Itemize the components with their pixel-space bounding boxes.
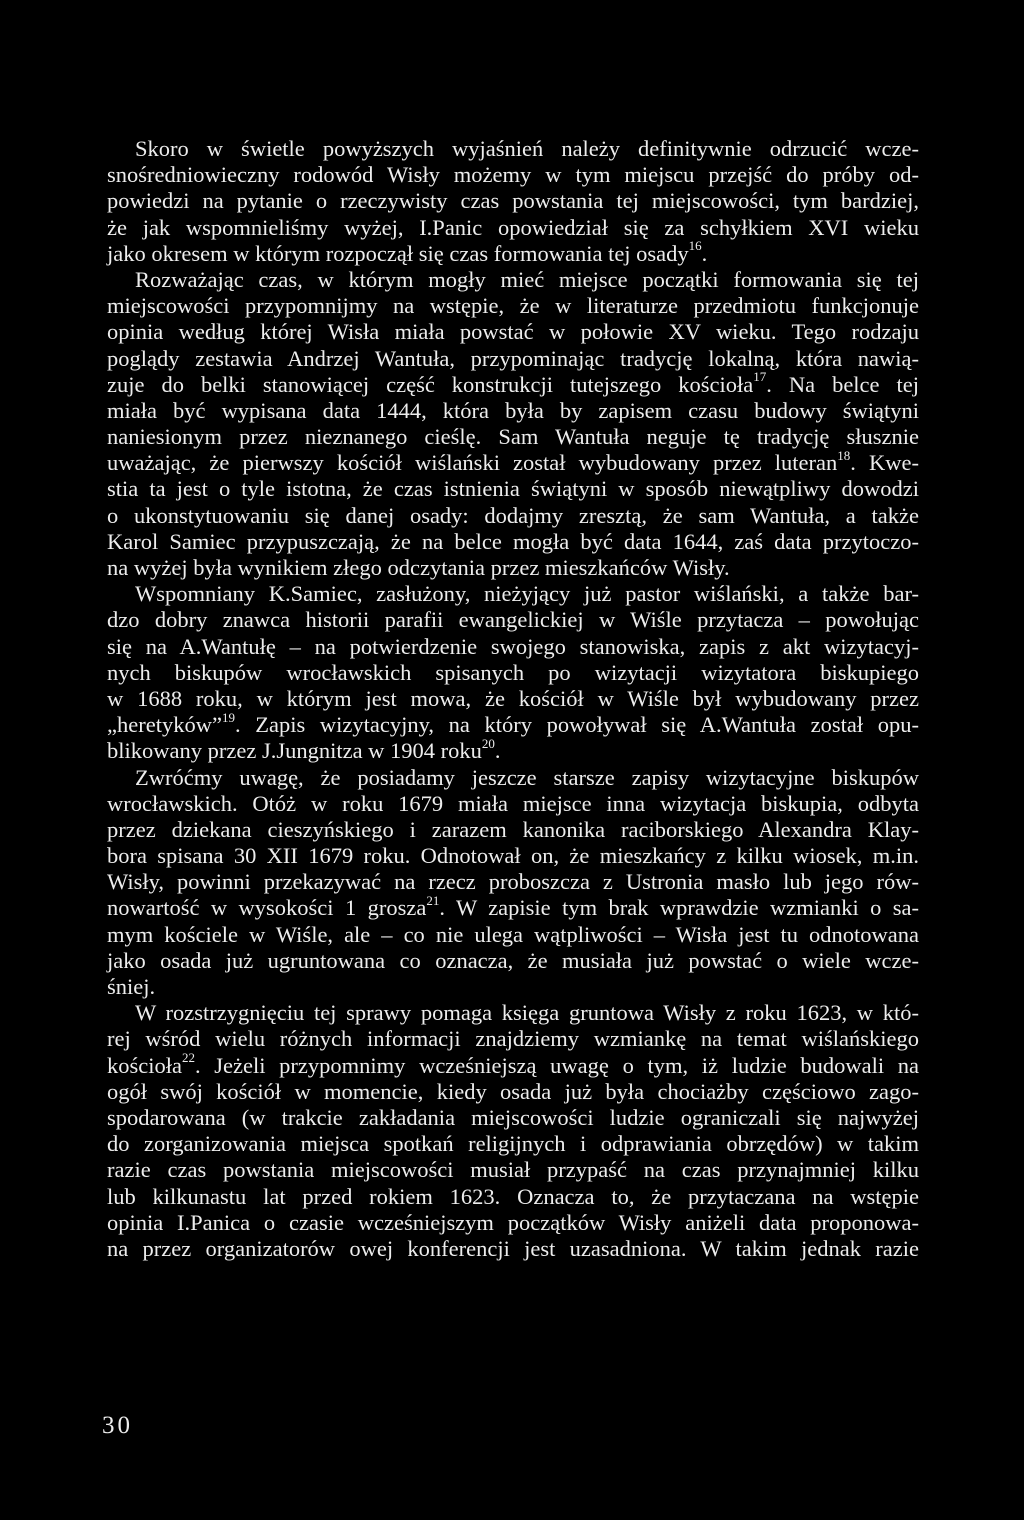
- text-line: [107, 529, 919, 555]
- text-line-content: bora spisana 30 XII 1679 roku. Odnotował on, że mieszkańcy z kilku wiosek, m.in.: [107, 843, 919, 869]
- text-line: [107, 843, 919, 869]
- footnote-ref: 18: [837, 447, 851, 463]
- text-line-content: jako osada już ugruntowana co oznacza, że musiała już powstać o wiele wcze-: [107, 947, 919, 973]
- text-line-content: o ukonstytuowaniu się danej osady: dodajmy zresztą, że sam Wantuła, a także: [107, 502, 919, 528]
- text-line-content: dzo dobry znawca historii parafii ewangelickiej w Wiśle przytacza – powołując: [107, 607, 919, 633]
- text-line-continuation: .: [701, 240, 708, 266]
- text-line-content: w 1688 roku, w którym jest mowa, że kościół w Wiśle był wybudowany przez: [107, 685, 919, 711]
- text-line-content: miejscowości przypomnijmy na wstępie, że w literaturze przedmiotu funkcjonuje: [107, 293, 919, 319]
- text-line-content: przez dziekana cieszyńskiego i zarazem kanonika raciborskiego Alexandra Klay-: [107, 816, 919, 842]
- footnote-ref: 21: [426, 892, 440, 908]
- text-line-content: „heretyków”: [107, 712, 222, 738]
- text-line-content: blikowany przez J.Jungnitza w 1904 roku: [107, 738, 482, 764]
- text-line: [107, 319, 919, 345]
- text-line: [107, 869, 919, 895]
- text-line: [107, 817, 919, 843]
- text-line-content: rej wśród wielu różnych informacji znajdziemy wzmiankę na temat wiślańskiego: [107, 1026, 919, 1052]
- footnote-ref: 17: [753, 369, 767, 385]
- text-line-content: Skoro w świetle powyższych wyjaśnień należy definitywnie odrzucić wcze-: [135, 136, 919, 161]
- text-line: [107, 1105, 919, 1131]
- text-line-content: razie czas powstania miejscowości musiał przypaść na czas przynajmniej kilku: [107, 1157, 919, 1183]
- text-line: [107, 735, 919, 764]
- text-line: [107, 476, 919, 502]
- text-line: [107, 791, 919, 817]
- text-line: [107, 892, 919, 921]
- text-line: [107, 555, 919, 581]
- text-line: [107, 215, 919, 241]
- footnote-ref: 16: [688, 238, 702, 254]
- text-line-content: mym kościele w Wiśle, ale – co nie ulega wątpliwości – Wisła jest tu odnotowana: [107, 921, 919, 947]
- text-line-content: Zwróćmy uwagę, że posiadamy jeszcze starsze zapisy wizytacyjne biskupów: [135, 764, 919, 790]
- text-line: [107, 1157, 919, 1183]
- text-line-content: na wyżej była wynikiem złego odczytania przez mieszkańców Wisły.: [107, 555, 730, 580]
- text-line: [107, 162, 919, 188]
- text-line: [107, 369, 920, 398]
- text-line-content: nych biskupów wrocławskich spisanych po wizytacji wizytatora biskupiego: [107, 659, 919, 685]
- text-line: [107, 346, 919, 372]
- text-line-content: jako okresem w którym rozpoczął się czas formowania tej osady: [107, 240, 689, 266]
- text-line-content: do zorganizowania miejsca spotkań religijnych i odprawiania obrzędów) w takim: [107, 1131, 919, 1157]
- text-line: [107, 948, 919, 974]
- text-line: [107, 974, 919, 1000]
- text-line-content: zuje do belki stanowiącej część konstrukcji tutejszego kościoła: [107, 371, 754, 397]
- text-line-content: Karol Samiec przypuszczają, że na belce mogła być data 1644, zaś data przytoczo-: [107, 528, 919, 554]
- text-line: [107, 686, 919, 712]
- text-line-content: że jak wspomnieliśmy wyżej, I.Panic opowiedział się za schyłkiem XVI wieku: [107, 214, 919, 240]
- text-line-content: snośredniowieczny rodowód Wisły możemy w tym miejscu przejść do próby od-: [107, 162, 919, 188]
- text-line-content: ogół swój kościół w momencie, kiedy osada już była chociażby częściowo zago-: [107, 1078, 919, 1104]
- text-line: [107, 1184, 919, 1210]
- text-line: [107, 267, 919, 293]
- text-line-content: opinia według której Wisła miała powstać w połowie XV wieku. Tego rodzaju: [107, 319, 919, 345]
- text-line-continuation: . Jeżeli przypomnimy wcześniejszą uwagę o tym, iż ludzie budowali na: [194, 1052, 919, 1078]
- text-line: [107, 293, 919, 319]
- text-line-content: powiedzi na pytanie o rzeczywisty czas powstania tej miejscowości, tym bardziej,: [107, 188, 919, 214]
- text-line: [107, 922, 919, 948]
- text-line-content: kościoła: [107, 1052, 182, 1078]
- text-line-content: naniesionym przez nieznanego cieślę. Sam Wantuła neguje tę tradycję słusznie: [107, 424, 919, 450]
- text-line: [107, 607, 919, 633]
- text-line-continuation: . Kwe-: [850, 450, 919, 476]
- text-line-content: Rozważając czas, w którym mogły mieć miejsce początki formowania się tej: [135, 266, 919, 292]
- text-line: [107, 1050, 919, 1079]
- text-line-content: Wspomniany K.Samiec, zasłużony, nieżyjący już pastor wiślański, a także bar-: [135, 581, 919, 607]
- text-line: [107, 238, 919, 267]
- text-line: [107, 581, 919, 607]
- text-line: [107, 660, 919, 686]
- text-line-continuation: . Na belce tej: [766, 371, 920, 397]
- text-line: [107, 1026, 919, 1052]
- text-line-content: stia ta jest o tyle istotna, że czas istnienia świątyni w sposób niewątpliwy dowodzi: [107, 476, 919, 502]
- text-line: [107, 765, 919, 791]
- text-line-content: lub kilkunastu lat przed rokiem 1623. Oznacza to, że przytaczana na wstępie: [107, 1183, 919, 1209]
- text-line: [107, 503, 919, 529]
- text-line: [107, 709, 919, 738]
- text-line-content: się na A.Wantułę – na potwierdzenie swojego stanowiska, zapis z akt wizytacyj-: [107, 633, 919, 659]
- text-line-content: na przez organizatorów owej konferencji jest uzasadniona. W takim jednak razie: [107, 1235, 919, 1261]
- text-line-content: uważając, że pierwszy kościół wiślański został wybudowany przez luteran: [107, 450, 838, 476]
- text-line-continuation: .: [494, 738, 501, 764]
- text-line: [107, 424, 919, 450]
- text-line-content: śniej.: [107, 974, 156, 999]
- footnote-ref: 22: [181, 1050, 195, 1066]
- text-line-continuation: . Zapis wizytacyjny, na który powoływał się A.Wantuła został opu-: [234, 712, 919, 738]
- text-line-content: Wisły, powinni przekazywać na rzecz proboszcza z Ustronia masło lub jego rów-: [107, 869, 919, 895]
- text-line: [107, 1210, 919, 1236]
- text-line: [107, 1131, 919, 1157]
- body-text: [107, 136, 919, 1262]
- text-line: [107, 634, 919, 660]
- text-line: [107, 398, 919, 424]
- page-number: 30: [102, 1412, 133, 1439]
- text-line-content: miała być wypisana data 1444, która była by zapisem czasu budowy świątyni: [107, 397, 919, 423]
- text-line-content: poglądy zestawia Andrzej Wantuła, przypominając tradycję lokalną, która nawią-: [107, 345, 919, 371]
- text-line: [107, 1236, 919, 1262]
- text-line: [107, 1000, 919, 1026]
- footnote-ref: 20: [481, 735, 495, 751]
- text-line: [107, 447, 919, 476]
- text-line-content: spodarowana (w trakcie zakładania miejscowości ludzie ograniczali się najwyżej: [107, 1104, 919, 1130]
- text-line: [107, 1079, 919, 1105]
- text-line-content: opinia I.Panica o czasie wcześniejszym początków Wisły aniżeli data proponowa-: [107, 1209, 919, 1235]
- text-line: [107, 136, 919, 162]
- text-line-continuation: . W zapisie tym brak wprawdzie wzmianki o sa-: [439, 895, 919, 921]
- text-line: [107, 188, 919, 214]
- text-line-content: nowartość w wysokości 1 grosza: [107, 895, 427, 921]
- text-line-content: wrocławskich. Otóż w roku 1679 miała miejsce inna wizytacja biskupia, odbyta: [107, 790, 919, 816]
- text-line-content: W rozstrzygnięciu tej sprawy pomaga księga gruntowa Wisły z roku 1623, w któ-: [135, 1000, 919, 1026]
- footnote-ref: 19: [221, 709, 235, 725]
